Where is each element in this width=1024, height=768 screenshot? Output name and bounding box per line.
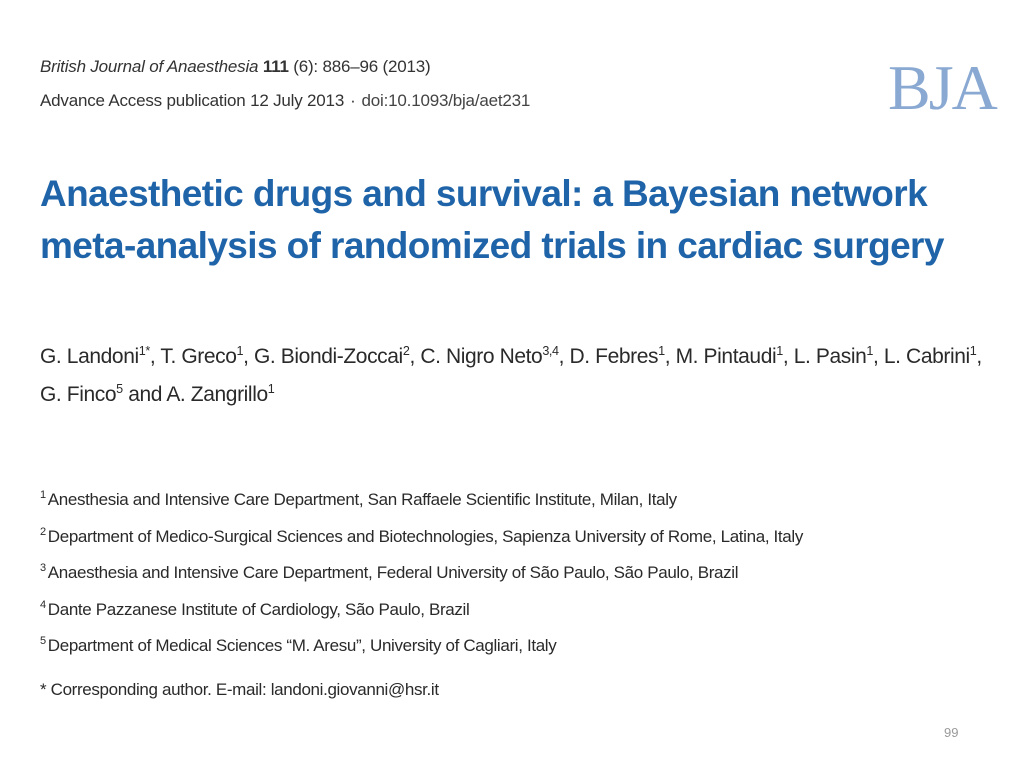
author-affil-sup: 1: [236, 344, 244, 358]
author-line-1: [40, 338, 980, 376]
author-name: G. Finco: [40, 383, 117, 406]
affiliation-number: 3: [40, 562, 46, 575]
affiliation-item: [40, 592, 980, 629]
journal-volume: 111: [262, 57, 289, 76]
author-list: [40, 338, 980, 414]
author-affil-sup: 1: [267, 382, 275, 396]
advance-access-text: Advance Access publication 12 July 2013: [40, 91, 345, 110]
author-separator: ,: [782, 345, 794, 368]
author-separator: ,: [976, 345, 982, 368]
bja-logo: BJA: [888, 52, 996, 123]
journal-issue-pages: (6): 886–96 (2013): [293, 57, 431, 76]
page-number: 99: [944, 725, 959, 740]
journal-name: British Journal of Anaesthesia: [40, 57, 259, 76]
corresponding-author: * Corresponding author. E-mail: landoni.giovanni@hsr.it: [40, 680, 439, 699]
author-affil-sup: 1*: [138, 344, 150, 358]
affiliation-text: Department of Medico-Surgical Sciences and Biotechnologies, Sapienza University of Rome, Latina, Italy: [47, 526, 803, 546]
author-separator: and: [122, 383, 167, 406]
author-name: L. Cabrini: [883, 345, 970, 368]
author-separator: ,: [558, 345, 570, 368]
author-affil-sup: 1: [969, 344, 977, 358]
affiliation-number: 5: [40, 635, 46, 648]
author-separator: ,: [409, 345, 421, 368]
author-separator: ,: [243, 345, 254, 368]
author-name: C. Nigro Neto: [420, 345, 543, 368]
title-line-1: Anaesthetic drugs and survival: a Bayesian network: [40, 173, 928, 214]
doi-text: doi:10.1093/bja/aet231: [361, 91, 531, 110]
author-name: M. Pintaudi: [675, 345, 777, 368]
author-name: D. Febres: [569, 345, 659, 368]
author-affil-sup: 1: [866, 344, 874, 358]
author-name: G. Landoni: [40, 345, 139, 368]
affiliation-number: 4: [40, 598, 46, 611]
journal-citation: [40, 56, 430, 78]
author-separator: ,: [149, 345, 161, 368]
advance-access-line: [40, 90, 530, 112]
separator-dot: ·: [350, 91, 356, 110]
author-name: G. Biondi-Zoccai: [254, 345, 403, 368]
affiliation-number: 2: [40, 525, 46, 538]
author-separator: ,: [873, 345, 884, 368]
affiliation-item: [40, 519, 980, 556]
affiliation-text: Dante Pazzanese Institute of Cardiology, São Paulo, Brazil: [47, 599, 470, 619]
title-line-2: meta-analysis of randomized trials in cardiac surgery: [40, 225, 944, 266]
author-affil-sup: 1: [776, 344, 783, 358]
affiliation-text: Anesthesia and Intensive Care Department, San Raffaele Scientific Institute, Milan, Italy: [47, 490, 677, 509]
author-affil-sup: 3,4: [542, 344, 559, 358]
article-title: [40, 168, 944, 272]
affiliation-text: Anaesthesia and Intensive Care Department, Federal University of São Paulo, São Paulo, Brazil: [47, 563, 739, 582]
author-separator: ,: [664, 345, 676, 368]
author-name: A. Zangrillo: [166, 383, 268, 406]
affiliation-item: [40, 482, 980, 519]
affiliation-item: [40, 628, 980, 665]
author-affil-sup: 2: [402, 344, 410, 358]
author-affil-sup: 5: [116, 382, 123, 396]
author-affil-sup: 1: [658, 344, 665, 358]
affiliation-number: 1: [40, 489, 46, 502]
author-name: L. Pasin: [793, 345, 867, 368]
affiliation-list: [40, 482, 980, 665]
author-line-2: [40, 376, 980, 414]
author-name: T. Greco: [160, 345, 237, 368]
affiliation-item: [40, 555, 980, 592]
affiliation-text: Department of Medical Sciences “M. Aresu”, University of Cagliari, Italy: [47, 636, 557, 655]
